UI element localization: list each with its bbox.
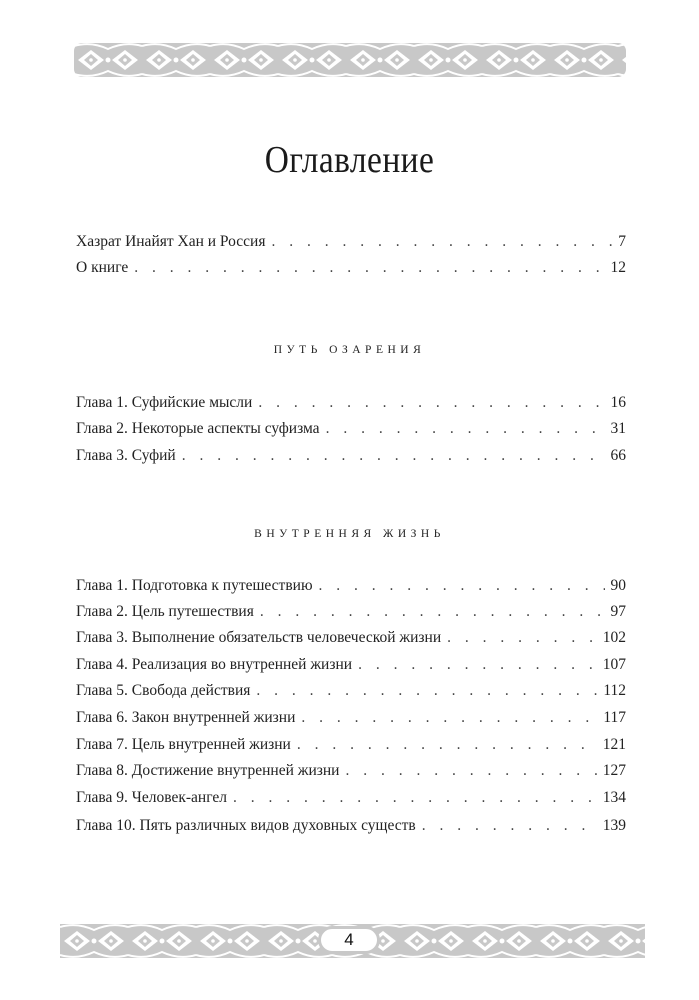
toc-entry-label: Глава 5. Свобода действия xyxy=(76,682,256,700)
ornament-icon xyxy=(74,43,626,77)
toc-entry-page: 121 xyxy=(602,736,626,753)
section-heading: ПУТЬ ОЗАРЕНИЯ xyxy=(273,344,426,356)
dot-leader xyxy=(358,656,597,674)
toc-entry[interactable] xyxy=(76,394,626,416)
toc-entry-label: Хазрат Инайят Хан и Россия xyxy=(76,233,271,251)
toc-entry-page: 139 xyxy=(602,817,626,834)
toc-entry-label: Глава 4. Реализация во внутренней жизни xyxy=(76,656,358,674)
dot-leader xyxy=(319,577,605,595)
toc-entry-page: 90 xyxy=(610,577,626,594)
toc-entry-page: 127 xyxy=(602,762,626,779)
toc-entry-page: 66 xyxy=(610,447,626,464)
dot-leader xyxy=(260,603,605,621)
toc-entry-label: Глава 7. Цель внутренней жизни xyxy=(76,736,297,754)
toc-entry-label: Глава 6. Закон внутренней жизни xyxy=(76,709,301,727)
toc-entry-label: Глава 3. Выполнение обязательств человеческой жизни xyxy=(76,629,447,647)
toc-entry-label: Глава 10. Пять различных видов духовных существ xyxy=(76,817,422,835)
toc-entry-page: 102 xyxy=(602,629,626,646)
toc-entry-label: Глава 1. Суфийские мысли xyxy=(76,394,258,412)
toc-entry[interactable] xyxy=(76,817,626,839)
toc-entry[interactable] xyxy=(76,762,626,784)
toc-entry[interactable] xyxy=(76,577,626,599)
toc-entry[interactable] xyxy=(76,682,626,704)
dot-leader xyxy=(134,259,604,277)
section-heading: ВНУТРЕННЯЯ ЖИЗНЬ xyxy=(254,528,445,540)
toc-entry-label: Глава 2. Цель путешествия xyxy=(76,603,260,621)
toc-entry-label: Глава 2. Некоторые аспекты суфизма xyxy=(76,420,326,438)
toc-entry[interactable] xyxy=(76,709,626,731)
top-ornament-band xyxy=(74,43,626,77)
toc-entry-page: 12 xyxy=(610,259,626,276)
toc-entry[interactable] xyxy=(76,259,626,281)
dot-leader xyxy=(297,736,597,754)
toc-entry[interactable] xyxy=(76,420,626,442)
dot-leader xyxy=(271,233,612,251)
page-number: 4 xyxy=(318,926,380,954)
toc-entry-page: 117 xyxy=(603,709,626,726)
toc-entry-label: Глава 9. Человек-ангел xyxy=(76,789,233,807)
toc-entry[interactable] xyxy=(76,447,626,469)
toc-entry[interactable] xyxy=(76,656,626,678)
toc-entry-page: 16 xyxy=(610,394,626,411)
dot-leader xyxy=(326,420,605,438)
toc-entry-label: Глава 1. Подготовка к путешествию xyxy=(76,577,319,595)
dot-leader xyxy=(345,762,596,780)
dot-leader xyxy=(422,817,597,835)
toc-entry[interactable] xyxy=(76,789,626,811)
toc-entry-page: 97 xyxy=(610,603,626,620)
dot-leader xyxy=(258,394,604,412)
toc-entry-page: 107 xyxy=(602,656,626,673)
toc-entry-page: 134 xyxy=(602,789,626,806)
toc-entry-label: Глава 3. Суфий xyxy=(76,447,182,465)
toc-entry[interactable] xyxy=(76,629,626,651)
dot-leader xyxy=(233,789,597,807)
toc-entry[interactable] xyxy=(76,233,626,255)
dot-leader xyxy=(447,629,597,647)
toc-entry[interactable] xyxy=(76,603,626,625)
dot-leader xyxy=(182,447,605,465)
toc-entry-label: О книге xyxy=(76,259,134,277)
toc-entry-page: 7 xyxy=(618,233,626,250)
dot-leader xyxy=(256,682,597,700)
toc-entry-label: Глава 8. Достижение внутренней жизни xyxy=(76,762,345,780)
toc-entry[interactable] xyxy=(76,736,626,758)
page-title: Оглавление xyxy=(264,139,435,181)
dot-leader xyxy=(301,709,597,727)
toc-entry-page: 31 xyxy=(610,420,626,437)
toc-entry-page: 112 xyxy=(603,682,626,699)
